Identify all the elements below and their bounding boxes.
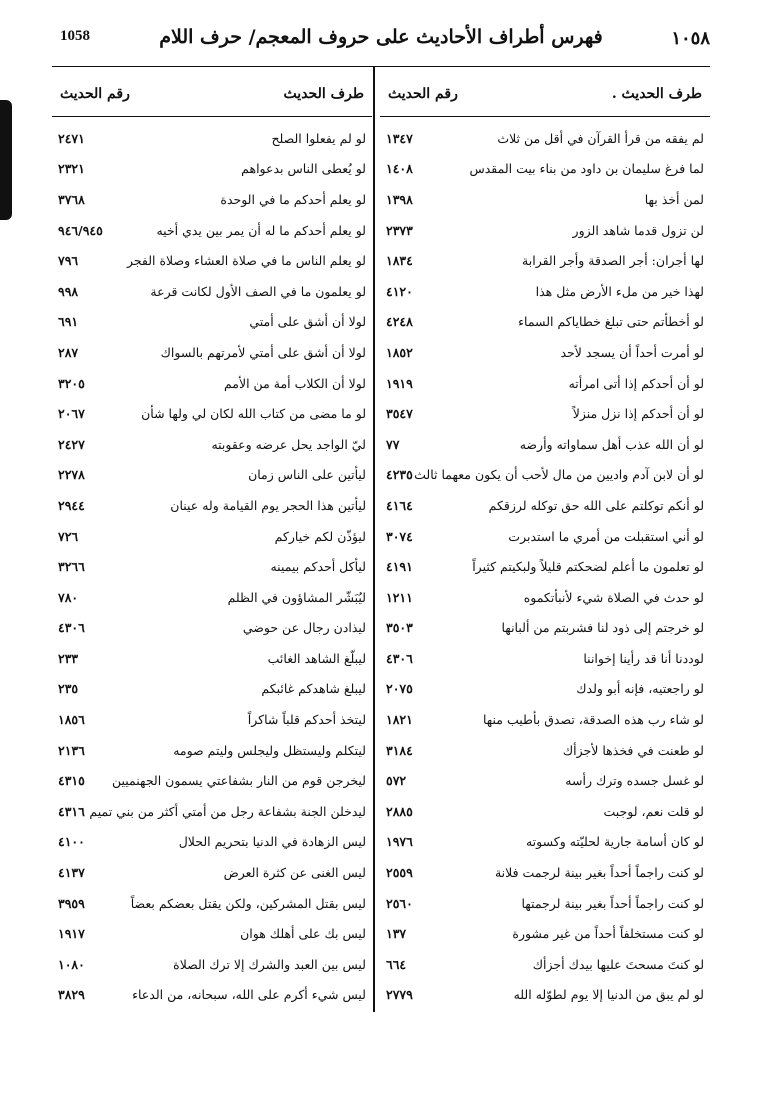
hadith-number: ٣٢٦٦: [58, 559, 85, 575]
hadith-number: ٢٧٧٩: [386, 987, 413, 1003]
hadith-text: ليبلّغ الشاهد الغائب: [267, 650, 366, 666]
index-entry: [380, 398, 710, 429]
index-entry: [380, 245, 710, 276]
hadith-number: ١٨٣٤: [386, 253, 413, 269]
hadith-number: ٢٥٦٠: [386, 895, 413, 911]
index-entry: [380, 123, 710, 154]
index-entry: [380, 796, 710, 827]
hadith-number: ٢١٣٦: [58, 742, 85, 758]
hadith-number: ١٠٨٠: [58, 956, 85, 972]
index-entry: [52, 521, 372, 552]
index-entry: [52, 276, 372, 307]
hadith-number: ٢٠٦٧: [58, 406, 85, 422]
hadith-text: لو راجعتيه، فإنه أبو ولدك: [576, 681, 704, 697]
index-entry: [380, 949, 710, 980]
hadith-text: ليأتين هذا الحجر يوم القيامة وله عينان: [170, 497, 366, 513]
hadith-text: لو يُعطى الناس بدعواهم: [241, 161, 366, 177]
hadith-number: ٤١٦٤: [386, 497, 413, 513]
hadith-text: ليس بقتل المشركين، ولكن يقتل بعضكم بعضاً: [130, 895, 366, 911]
hadith-text: لو غسل جسده وترك رأسه: [565, 773, 704, 789]
hadith-number: ٢٩٤٤: [58, 497, 85, 513]
index-entry: [380, 490, 710, 521]
hadith-text: لو قلت نعم، لوجبت: [603, 803, 704, 819]
index-entry: [380, 184, 710, 215]
hadith-text: لو يعلم أحدكم ما في الوحدة: [220, 191, 366, 207]
hadith-text: ليّ الواجد يحل عرضه وعقوبته: [211, 436, 366, 452]
index-entry: [380, 735, 710, 766]
column-head-number: رقم الحديث: [388, 86, 458, 102]
column-header: [52, 72, 372, 117]
hadith-number: ٣٥٤٧: [386, 406, 413, 422]
hadith-text: لو كنت مستخلفاً أحداً من غير مشورة: [512, 926, 704, 942]
hadith-number: ٩٩٨: [58, 283, 79, 299]
hadith-text: ليس شيء أكرم على الله، سبحانه، من الدعاء: [132, 987, 366, 1003]
index-entry: [380, 765, 710, 796]
hadith-text: لولا أن أشق على أمتي لأمرتهم بالسواك: [160, 344, 366, 360]
hadith-text: لها أجران: أجر الصدقة وأجر القرابة: [522, 253, 704, 269]
hadith-text: لو أن أحدكم إذا أتى امرأته: [568, 375, 704, 391]
index-entry: [52, 949, 372, 980]
hadith-text: لو أخطأتم حتى تبلغ خطاياكم السماء: [518, 314, 704, 330]
hadith-number: ١٨٥٦: [58, 712, 85, 728]
hadith-text: لمن أخذ بها: [644, 191, 704, 207]
index-entry: [380, 307, 710, 338]
hadith-number: ٤٢٤٨: [386, 314, 413, 330]
hadith-number: ٢٣٢١: [58, 161, 85, 177]
index-entry: [380, 337, 710, 368]
hadith-number: ١٩١٩: [386, 375, 413, 391]
hadith-text: لولا أن أشق على أمتي: [249, 314, 366, 330]
index-entry: [380, 368, 710, 399]
hadith-number: ١٢١١: [386, 589, 413, 605]
hadith-number: ٤٢٣٥: [386, 467, 413, 483]
hadith-number: ٢٥٥٩: [386, 865, 413, 881]
index-entry: [52, 123, 372, 154]
hadith-text: ليخرجن قوم من النار بشفاعتي يسمون الجهنميين: [112, 773, 366, 789]
index-entry: [52, 154, 372, 185]
hadith-text: ليس بك على أهلك هوان: [240, 926, 366, 942]
hadith-text: لوددنا أنا قد رأينا إخواننا: [583, 650, 704, 666]
hadith-number: ٧٩٦: [58, 253, 79, 269]
hadith-number: ٤٣٠٦: [386, 650, 413, 666]
right-column: [380, 72, 710, 1012]
index-entry: [52, 980, 372, 1011]
hadith-text: ليتخذ أحدكم قلباً شاكراً: [247, 712, 366, 728]
hadith-number: ١٣٩٨: [386, 191, 413, 207]
left-column: [52, 72, 372, 1012]
index-list: [52, 117, 372, 1010]
index-entry: [380, 582, 710, 613]
hadith-text: لو لم يفعلوا الصلح: [271, 130, 366, 146]
hadith-number: ٢٣٧٣: [386, 222, 413, 238]
hadith-text: لو أمرت أحداً أن يسجد لأحد: [560, 344, 704, 360]
index-entry: [380, 704, 710, 735]
page-title: فهرس أطراف الأحاديث على حروف المعجم/ حرف اللام: [159, 26, 603, 48]
hadith-text: لو أني استقبلت من أمري ما استدبرت: [508, 528, 704, 544]
hadith-text: لو خرجتم إلى ذود لنا فشربتم من ألبانها: [501, 620, 704, 636]
hadith-number: ١٣٧: [386, 926, 407, 942]
hadith-number: ٧٧: [386, 436, 400, 452]
hadith-text: لو شاء رب هذه الصدقة، تصدق بأطيب منها: [482, 712, 704, 728]
index-entry: [52, 857, 372, 888]
index-entry: [52, 398, 372, 429]
hadith-number: ١٤٠٨: [386, 161, 413, 177]
hadith-text: لو حدث في الصلاة شيء لأنبأتكموه: [523, 589, 704, 605]
hadith-text: لما فرغ سليمان بن داود من بناء بيت المقدس: [469, 161, 704, 177]
index-entry: [52, 765, 372, 796]
hadith-text: لم يفقه من قرأ القرآن في أقل من ثلاث: [497, 130, 704, 146]
hadith-number: ٥٧٢: [386, 773, 407, 789]
index-entry: [52, 735, 372, 766]
index-entry: [380, 674, 710, 705]
index-entry: [52, 490, 372, 521]
index-entry: [52, 368, 372, 399]
hadith-number: ٢٨٨٥: [386, 803, 413, 819]
hadith-number: ٤١٩١: [386, 559, 413, 575]
index-entry: [380, 980, 710, 1011]
hadith-text: لو أنكم توكلتم على الله حق توكله لرزقكم: [488, 497, 704, 513]
index-entry: [52, 215, 372, 246]
hadith-number: ١٨٥٢: [386, 344, 413, 360]
index-entry: [52, 245, 372, 276]
hadith-number: ٢٢٧٨: [58, 467, 85, 483]
hadith-number: ٧٨٠: [58, 589, 79, 605]
index-entry: [52, 429, 372, 460]
hadith-text: ليس الغنى عن كثرة العرض: [223, 865, 366, 881]
column-divider: [373, 66, 375, 1012]
index-entry: [52, 184, 372, 215]
hadith-text: لو كان أسامة جارية لحليّته وكسوته: [525, 834, 704, 850]
index-entry: [380, 827, 710, 858]
hadith-text: لولا أن الكلاب أمة من الأمم: [223, 375, 366, 391]
hadith-text: لو أن الله عذب أهل سماواته وأرضه: [519, 436, 704, 452]
index-entry: [380, 643, 710, 674]
hadith-number: ٦٩١: [58, 314, 79, 330]
index-list: [380, 117, 710, 1010]
hadith-number: ٤٣١٥: [58, 773, 85, 789]
page-number-arabic: ١٠٥٨: [671, 28, 710, 49]
hadith-text: ليس بين العبد والشرك إلا ترك الصلاة: [173, 956, 366, 972]
hadith-text: ليس الزهادة في الدنيا بتحريم الحلال: [178, 834, 366, 850]
hadith-text: لو يعلم الناس ما في صلاة العشاء وصلاة الفجر: [126, 253, 366, 269]
hadith-text: لو لم يبق من الدنيا إلا يوم لطوّله الله: [513, 987, 704, 1003]
hadith-number: ٣١٨٤: [386, 742, 413, 758]
hadith-text: ليأكل أحدكم بيمينه: [270, 559, 366, 575]
hadith-text: لو كنت راجماً أحداً بغير بينة لرجمت فلانة: [494, 865, 704, 881]
index-entry: [380, 521, 710, 552]
page-number-latin: 1058: [60, 28, 90, 44]
hadith-number: ٤٣٠٦: [58, 620, 85, 636]
hadith-number: ٣٩٥٩: [58, 895, 85, 911]
hadith-number: ١٩١٧: [58, 926, 85, 942]
index-entry: [52, 582, 372, 613]
hadith-number: ٤١٣٧: [58, 865, 85, 881]
hadith-text: ليؤذّن لكم خياركم: [274, 528, 366, 544]
index-entry: [52, 643, 372, 674]
index-entry: [52, 337, 372, 368]
index-entry: [380, 888, 710, 919]
index-entry: [380, 154, 710, 185]
index-entry: [380, 857, 710, 888]
hadith-text: ليُبَشّر المشاؤون في الظلم: [227, 589, 366, 605]
hadith-number: ٧٢٦: [58, 528, 79, 544]
index-entry: [52, 827, 372, 858]
hadith-text: لو تعلمون ما أعلم لضحكتم قليلاً ولبكيتم كثيراً: [472, 559, 704, 575]
index-entry: [380, 276, 710, 307]
hadith-text: لو ما مضى من كتاب الله لكان لي ولها شأن: [141, 406, 366, 422]
column-header: [380, 72, 710, 117]
hadith-text: لن تزول قدما شاهد الزور: [572, 222, 704, 238]
hadith-text: لو يعلم أحدكم ما له أن يمر بين يدي أخيه: [156, 222, 366, 238]
hadith-number: ٣٠٧٤: [386, 528, 413, 544]
hadith-text: ليبلغ شاهدكم غائبكم: [261, 681, 366, 697]
index-entry: [380, 215, 710, 246]
hadith-number: ٢٨٧: [58, 344, 79, 360]
hadith-text: ليذادن رجال عن حوضي: [242, 620, 366, 636]
hadith-number: ٢٤٧١: [58, 130, 85, 146]
hadith-text: لو أن لابن آدم واديين من مال لأحب أن يكون معهما ثالث: [414, 467, 704, 483]
index-entry: [52, 307, 372, 338]
hadith-number: ٤١٠٠: [58, 834, 85, 850]
index-entry: [380, 429, 710, 460]
hadith-number: ٢٣٣: [58, 650, 79, 666]
index-entry: [52, 460, 372, 491]
index-entry: [380, 613, 710, 644]
hadith-number: ١٩٧٦: [386, 834, 413, 850]
index-entry: [52, 551, 372, 582]
hadith-number: ٣٨٢٩: [58, 987, 85, 1003]
hadith-text: لو يعلمون ما في الصف الأول لكانت قرعة: [150, 283, 366, 299]
index-entry: [52, 888, 372, 919]
hadith-text: لو كنتَ مسحتَ عليها بيدك أجزأك: [532, 956, 704, 972]
index-entry: [380, 460, 710, 491]
index-entry: [52, 796, 372, 827]
hadith-text: ليتكلم وليستظل وليجلس وليتم صومه: [173, 742, 366, 758]
hadith-text: لهذا خير من ملء الأرض مثل هذا: [535, 283, 704, 299]
page-header: [52, 26, 710, 67]
column-head-number: رقم الحديث: [60, 86, 130, 102]
index-entry: [52, 674, 372, 705]
hadith-text: ليأتين على الناس زمان: [248, 467, 366, 483]
index-entry: [52, 613, 372, 644]
hadith-number: ٣٧٦٨: [58, 191, 85, 207]
hadith-number: ٩٤٦/٩٤٥: [58, 222, 103, 238]
hadith-number: ١٨٢١: [386, 712, 413, 728]
hadith-number: ٣٢٠٥: [58, 375, 85, 391]
column-head-text: طرف الحديث: [283, 86, 364, 102]
hadith-text: ليدخلن الجنة بشفاعة رجل من أمتي أكثر من بني تميم: [89, 803, 366, 819]
scan-edge-mark: [0, 100, 12, 220]
hadith-text: لو كنت راجماً أحداً بغير بينة لرجمتها: [521, 895, 704, 911]
hadith-text: لو طعنت في فخذها لأجزأك: [562, 742, 704, 758]
hadith-number: ٤١٢٠: [386, 283, 413, 299]
index-entry: [52, 704, 372, 735]
column-head-text: طرف الحديث .: [611, 86, 702, 102]
hadith-number: ٤٣١٦: [58, 803, 85, 819]
hadith-number: ٦٦٤: [386, 956, 407, 972]
hadith-text: لو أن أحدكم إذا نزل منزلاً: [572, 406, 704, 422]
index-entry: [52, 918, 372, 949]
hadith-number: ٢٣٥: [58, 681, 79, 697]
hadith-number: ٢٤٢٧: [58, 436, 85, 452]
hadith-number: ١٣٤٧: [386, 130, 413, 146]
index-entry: [380, 918, 710, 949]
hadith-number: ٣٥٠٣: [386, 620, 413, 636]
hadith-number: ٢٠٧٥: [386, 681, 413, 697]
index-entry: [380, 551, 710, 582]
